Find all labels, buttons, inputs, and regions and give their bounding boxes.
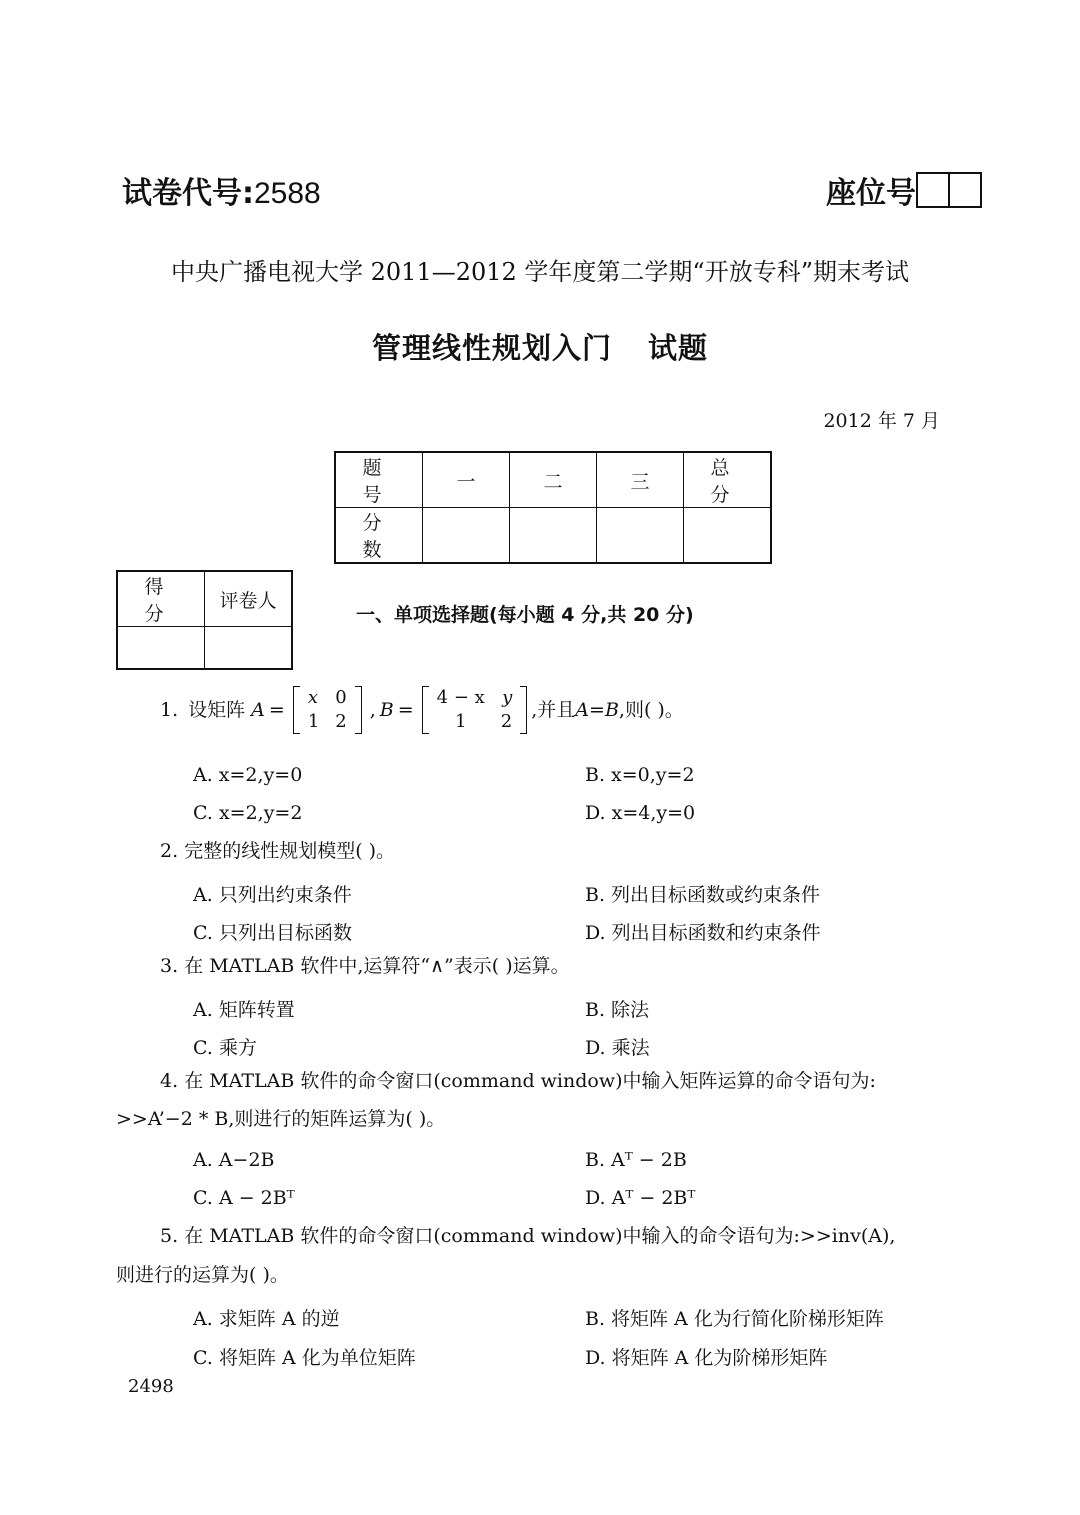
question-number: 1. xyxy=(160,698,179,721)
matrix-cell: 1 xyxy=(307,711,320,732)
matrix-b xyxy=(422,686,528,734)
score-table-cell: 分 数 xyxy=(335,508,423,564)
question-stem: 设矩阵 xyxy=(188,698,246,721)
matrix-cell: 2 xyxy=(335,711,347,732)
paper-code-number: 2588 xyxy=(254,177,321,210)
title-course: 管理线性规划入门 xyxy=(371,331,612,365)
question-stem: ,并且 xyxy=(531,698,576,721)
option: B. 列出目标函数或约束条件 xyxy=(585,884,821,906)
matrix-cell: 2 xyxy=(500,711,513,732)
score-entry-cell xyxy=(684,508,772,564)
question-stem: 在 MATLAB 软件的命令窗口(command window)中输入的命令语句为:>>inv(A), xyxy=(184,1225,896,1247)
score-table-cell: 总 分 xyxy=(684,452,772,508)
score-table-header-row xyxy=(335,452,771,508)
option: B. 将矩阵 A 化为行简化阶梯形矩阵 xyxy=(585,1308,884,1330)
option: D. x=4,y=0 xyxy=(585,802,696,824)
question-number: 2. xyxy=(160,840,179,862)
exam-line: 中央广播电视大学 2011—2012 学年度第二学期“开放专科”期末考试 xyxy=(171,258,909,286)
option: C. 只列出目标函数 xyxy=(193,922,352,944)
option: A. 只列出约束条件 xyxy=(193,884,352,906)
option: D. 乘法 xyxy=(585,1037,650,1059)
option: A. x=2,y=0 xyxy=(193,764,303,786)
seat-number-box xyxy=(916,172,950,208)
option: A. 求矩阵 A 的逆 xyxy=(193,1308,340,1330)
score-table-cell: 三 xyxy=(597,452,684,508)
score-entry-cell xyxy=(597,508,684,564)
option: D. Aᵀ − 2Bᵀ xyxy=(585,1187,696,1209)
option: D. 将矩阵 A 化为阶梯形矩阵 xyxy=(585,1347,828,1369)
score-table-cell: 二 xyxy=(510,452,597,508)
question-2 xyxy=(160,842,395,861)
score-table-score-row xyxy=(335,508,771,564)
option: D. 列出目标函数和约束条件 xyxy=(585,922,821,944)
matrix-a-name: A xyxy=(251,698,265,721)
option: A. 矩阵转置 xyxy=(193,999,295,1021)
question-stem: 在 MATLAB 软件中,运算符“∧”表示( )运算。 xyxy=(184,955,570,977)
option: C. 将矩阵 A 化为单位矩阵 xyxy=(193,1347,416,1369)
score-table-cell: 一 xyxy=(423,452,510,508)
score-table xyxy=(334,451,772,564)
question-number: 4. xyxy=(160,1070,179,1092)
matrix-cell: x xyxy=(307,687,318,708)
option: A. A−2B xyxy=(193,1149,275,1171)
grader-table-cell: 评卷人 xyxy=(205,571,293,627)
score-entry-cell xyxy=(423,508,510,564)
matrix-b-name: B xyxy=(379,698,394,721)
option: C. 乘方 xyxy=(193,1037,257,1059)
matrix-a xyxy=(293,686,362,734)
score-table-cell: 题 号 xyxy=(335,452,423,508)
paper-code-label: 试卷代号: xyxy=(122,176,254,211)
section-title: 一、单项选择题(每小题 4 分,共 20 分) xyxy=(356,604,694,626)
seat-number-label: 座位号 xyxy=(826,176,916,211)
matrix-cell: 4 − x xyxy=(436,687,485,708)
grader-entry-cell xyxy=(205,627,293,670)
question-stem: 在 MATLAB 软件的命令窗口(command window)中输入矩阵运算的命令语句为: xyxy=(184,1070,876,1092)
option: B. x=0,y=2 xyxy=(585,764,695,786)
score-entry-cell xyxy=(510,508,597,564)
question-number: 3. xyxy=(160,955,179,977)
question-stem: 完整的线性规划模型( )。 xyxy=(184,840,396,862)
question-stem: A=B xyxy=(575,698,619,721)
option: C. A − 2Bᵀ xyxy=(193,1187,295,1209)
question-1: 1. 设矩阵 A = x 0 1 2 , B = 4 − x y 1 2 ,并且 A=B ,则( )。 xyxy=(160,687,684,732)
question-4 xyxy=(160,1072,876,1091)
question-5-line-2: 则进行的运算为( )。 xyxy=(116,1264,289,1286)
page-title xyxy=(0,326,1080,367)
question-stem: ,则( )。 xyxy=(618,698,684,721)
option: B. 除法 xyxy=(585,999,650,1021)
grader-table xyxy=(116,570,293,670)
seat-number xyxy=(826,168,982,212)
paper-code xyxy=(122,168,321,212)
matrix-cell: 0 xyxy=(335,687,347,708)
seat-number-box xyxy=(950,172,982,208)
title-suffix: 试题 xyxy=(648,331,709,365)
question-number: 5. xyxy=(160,1225,179,1247)
page-code: 2498 xyxy=(128,1376,174,1397)
question-4-line-2: >>A’−2 * B,则进行的矩阵运算为( )。 xyxy=(116,1108,446,1130)
grader-entry-cell xyxy=(117,627,205,670)
matrix-cell: y xyxy=(502,687,513,708)
question-3 xyxy=(160,957,570,976)
matrix-cell: 1 xyxy=(455,711,467,732)
option: C. x=2,y=2 xyxy=(193,802,303,824)
grader-table-cell: 得 分 xyxy=(117,571,205,627)
exam-date: 2012 年 7 月 xyxy=(823,410,940,432)
option: B. Aᵀ − 2B xyxy=(585,1149,687,1171)
question-5 xyxy=(160,1227,895,1246)
